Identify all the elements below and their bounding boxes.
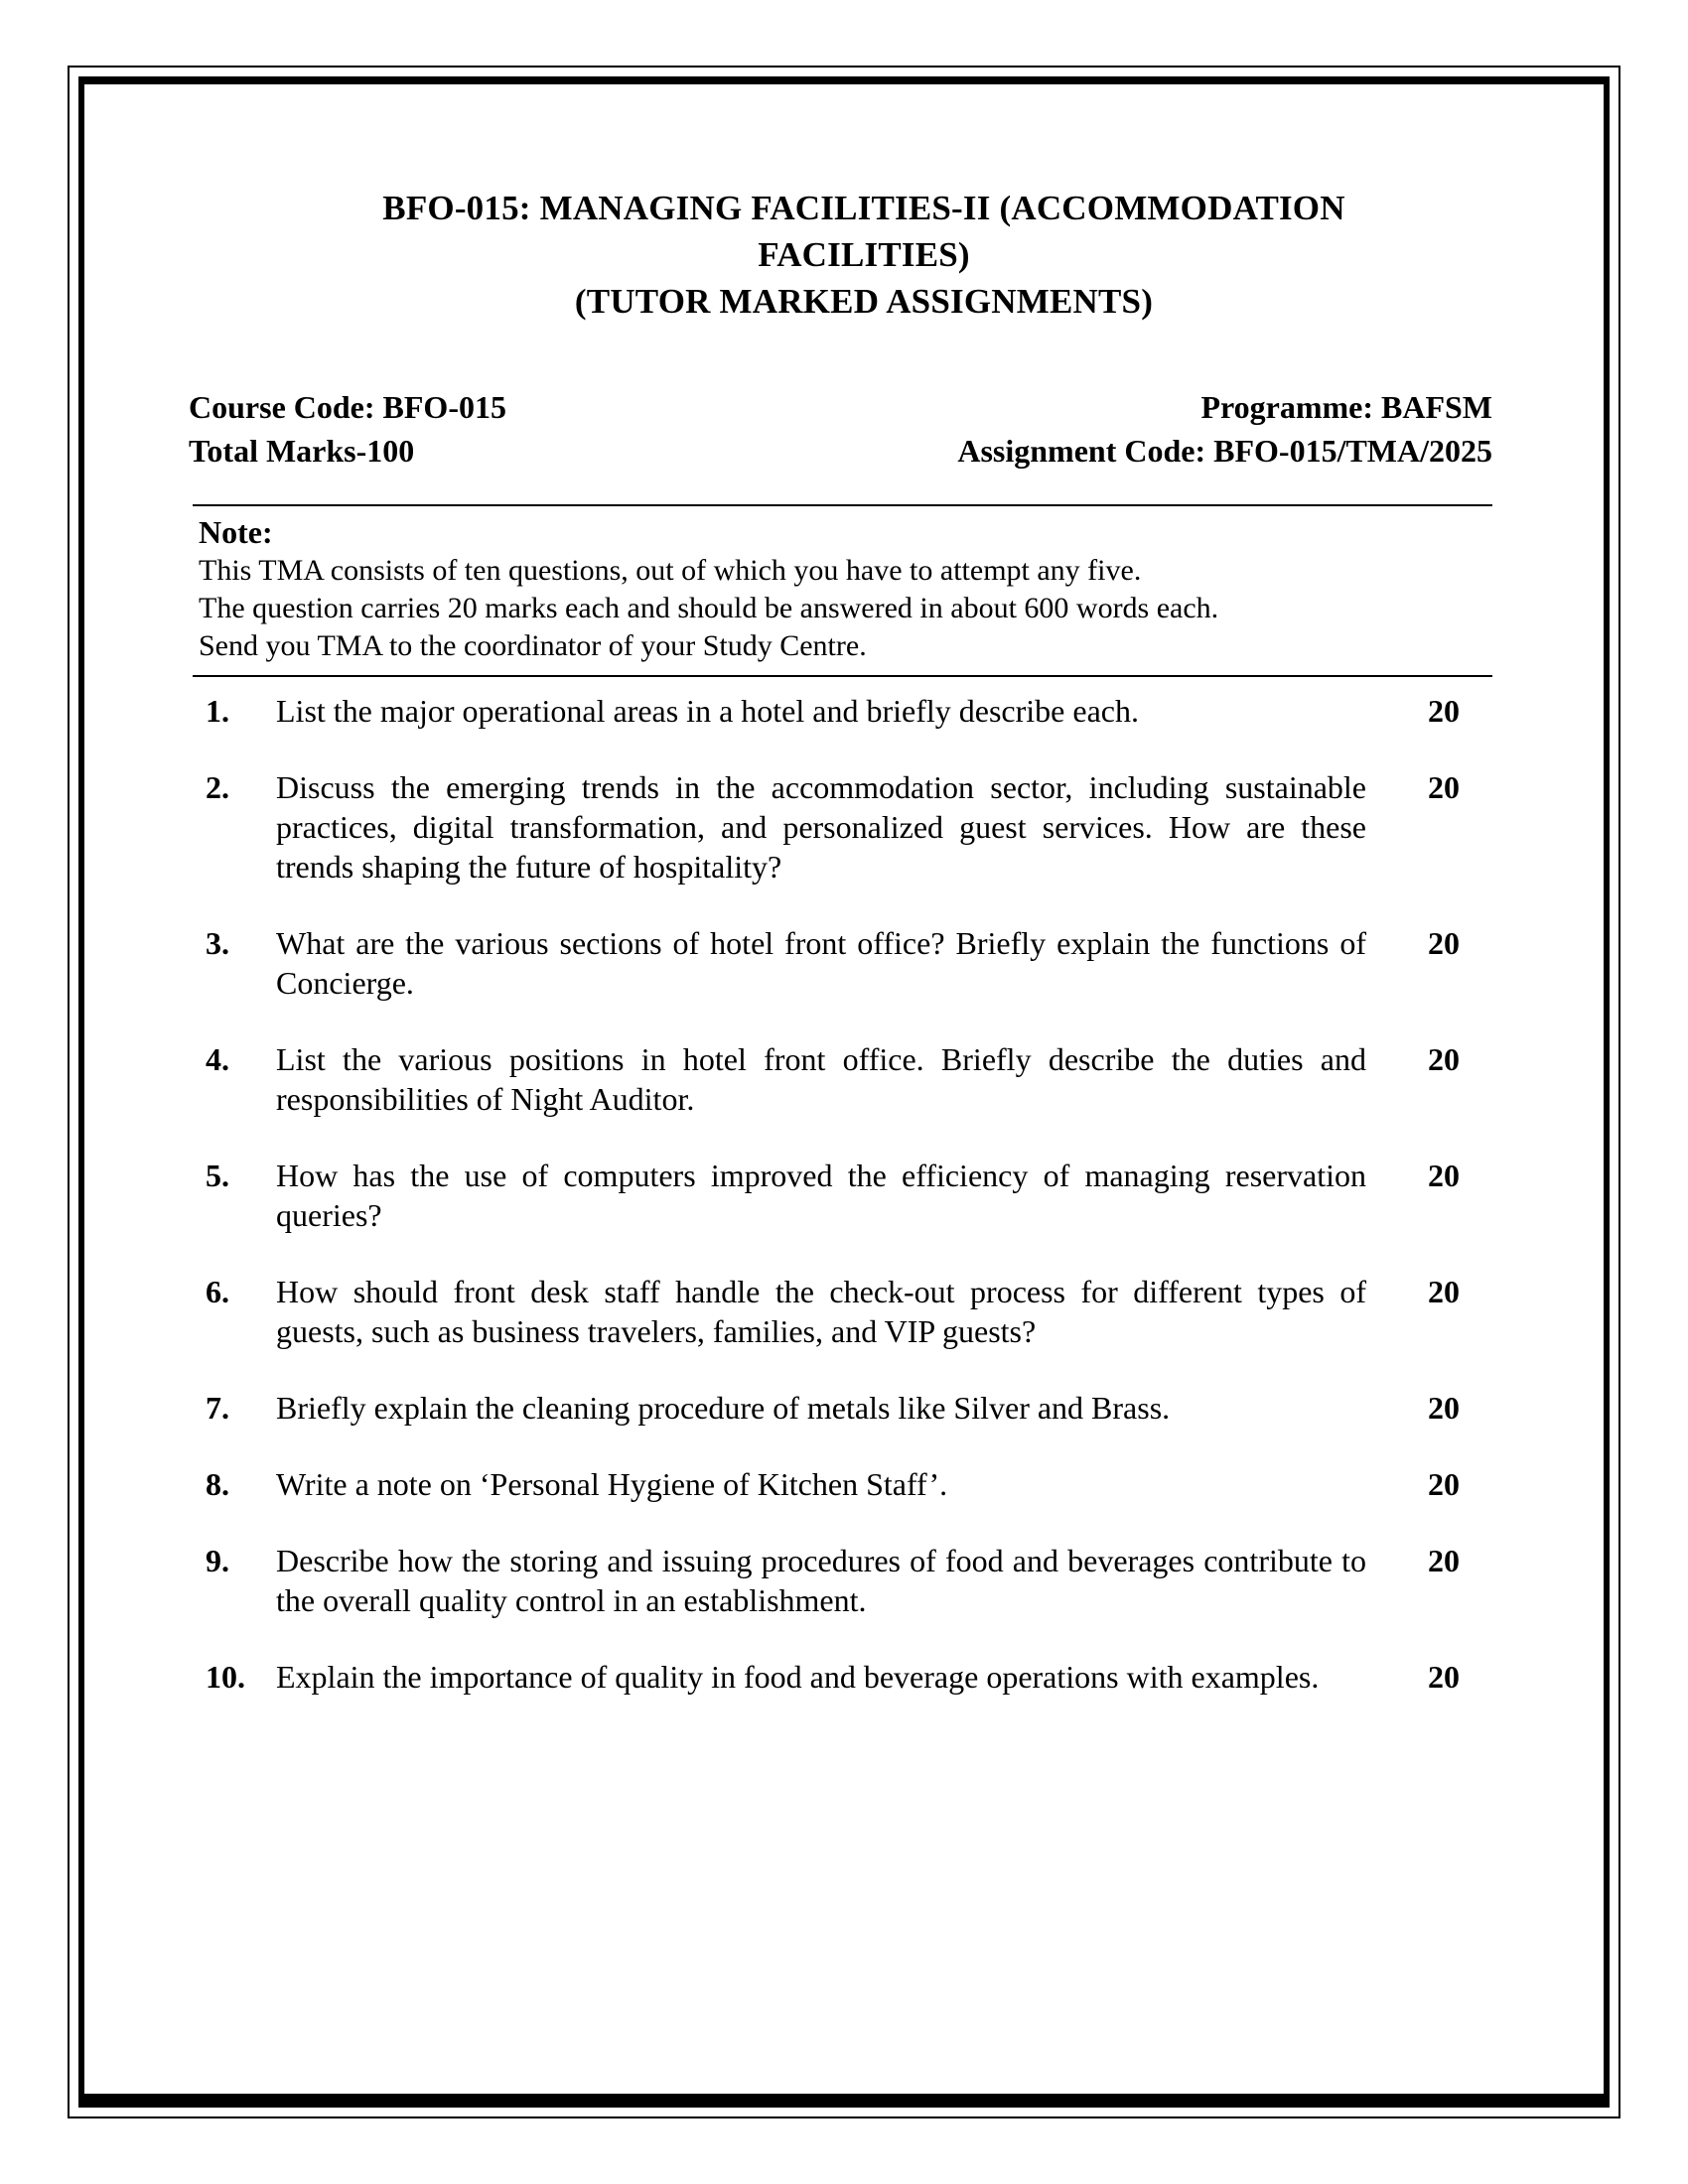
note-line: Send you TMA to the coordinator of your Study Centre.	[199, 629, 867, 662]
question-text: How has the use of computers improved the efficiency of managing reservation queries?	[276, 1158, 1366, 1233]
question-row-8	[206, 1464, 1460, 1504]
document-title-line-3: (TUTOR MARKED ASSIGNMENTS)	[574, 282, 1154, 321]
programme: Programme: BAFSM	[1200, 389, 1492, 425]
question-number: 3.	[206, 925, 229, 961]
course-header	[189, 385, 1492, 473]
question-text: Explain the importance of quality in food and beverage operations with examples.	[276, 1659, 1320, 1695]
question-number: 7.	[206, 1390, 229, 1426]
question-row-9	[206, 1541, 1460, 1620]
course-header-left	[189, 385, 506, 473]
question-number: 1.	[206, 693, 229, 729]
question-row-6	[206, 1272, 1460, 1351]
question-row-3	[206, 923, 1460, 1003]
note-heading: Note:	[199, 514, 273, 550]
question-number: 9.	[206, 1543, 229, 1578]
question-row-1	[206, 691, 1460, 731]
note-line: This TMA consists of ten questions, out of which you have to attempt any five.	[199, 554, 1142, 587]
question-row-4	[206, 1039, 1460, 1119]
question-marks: 20	[1428, 769, 1460, 805]
question-marks: 20	[1428, 1466, 1460, 1502]
question-marks: 20	[1428, 1158, 1460, 1193]
question-marks: 20	[1428, 1041, 1460, 1077]
question-number: 2.	[206, 769, 229, 805]
question-row-10	[206, 1657, 1460, 1697]
question-list	[206, 691, 1460, 1733]
document-title	[238, 185, 1489, 325]
document-title-line-1: BFO-015: MANAGING FACILITIES-II (ACCOMMODATION	[382, 189, 1345, 227]
question-number: 8.	[206, 1466, 229, 1502]
note-line: The question carries 20 marks each and should be answered in about 600 words each.	[199, 592, 1219, 624]
course-code: Course Code: BFO-015	[189, 389, 506, 425]
question-marks: 20	[1428, 1659, 1460, 1695]
question-text: Describe how the storing and issuing procedures of food and beverages contribute to the overall quality control in an establishment.	[276, 1543, 1366, 1618]
question-number: 5.	[206, 1158, 229, 1193]
question-text: Briefly explain the cleaning procedure of metals like Silver and Brass.	[276, 1390, 1171, 1426]
assignment-code: Assignment Code: BFO-015/TMA/2025	[957, 433, 1492, 469]
question-text: List the major operational areas in a hotel and briefly describe each.	[276, 693, 1139, 729]
question-marks: 20	[1428, 1274, 1460, 1309]
question-text: How should front desk staff handle the check-out process for different types of guests, such as business travelers, families, and VIP guests?	[276, 1274, 1366, 1349]
question-row-2	[206, 767, 1460, 887]
question-number: 6.	[206, 1274, 229, 1309]
note-section	[193, 504, 1492, 677]
question-number: 10.	[206, 1659, 245, 1695]
question-row-5	[206, 1156, 1460, 1235]
question-marks: 20	[1428, 925, 1460, 961]
question-row-7	[206, 1388, 1460, 1428]
course-header-right	[957, 385, 1492, 473]
question-text: Write a note on ‘Personal Hygiene of Kitchen Staff’.	[276, 1466, 948, 1502]
question-text: Discuss the emerging trends in the accommodation sector, including sustainable practices, digital transformation, and personalized guest services. How are these trends shaping the future of hospitality?	[276, 769, 1366, 885]
question-number: 4.	[206, 1041, 229, 1077]
question-text: What are the various sections of hotel front office? Briefly explain the functions of Concierge.	[276, 925, 1366, 1001]
document-title-line-2: FACILITIES)	[758, 235, 970, 274]
question-marks: 20	[1428, 1543, 1460, 1578]
question-marks: 20	[1428, 693, 1460, 729]
total-marks: Total Marks-100	[189, 433, 415, 469]
question-text: List the various positions in hotel front office. Briefly describe the duties and responsibilities of Night Auditor.	[276, 1041, 1366, 1117]
question-marks: 20	[1428, 1390, 1460, 1426]
